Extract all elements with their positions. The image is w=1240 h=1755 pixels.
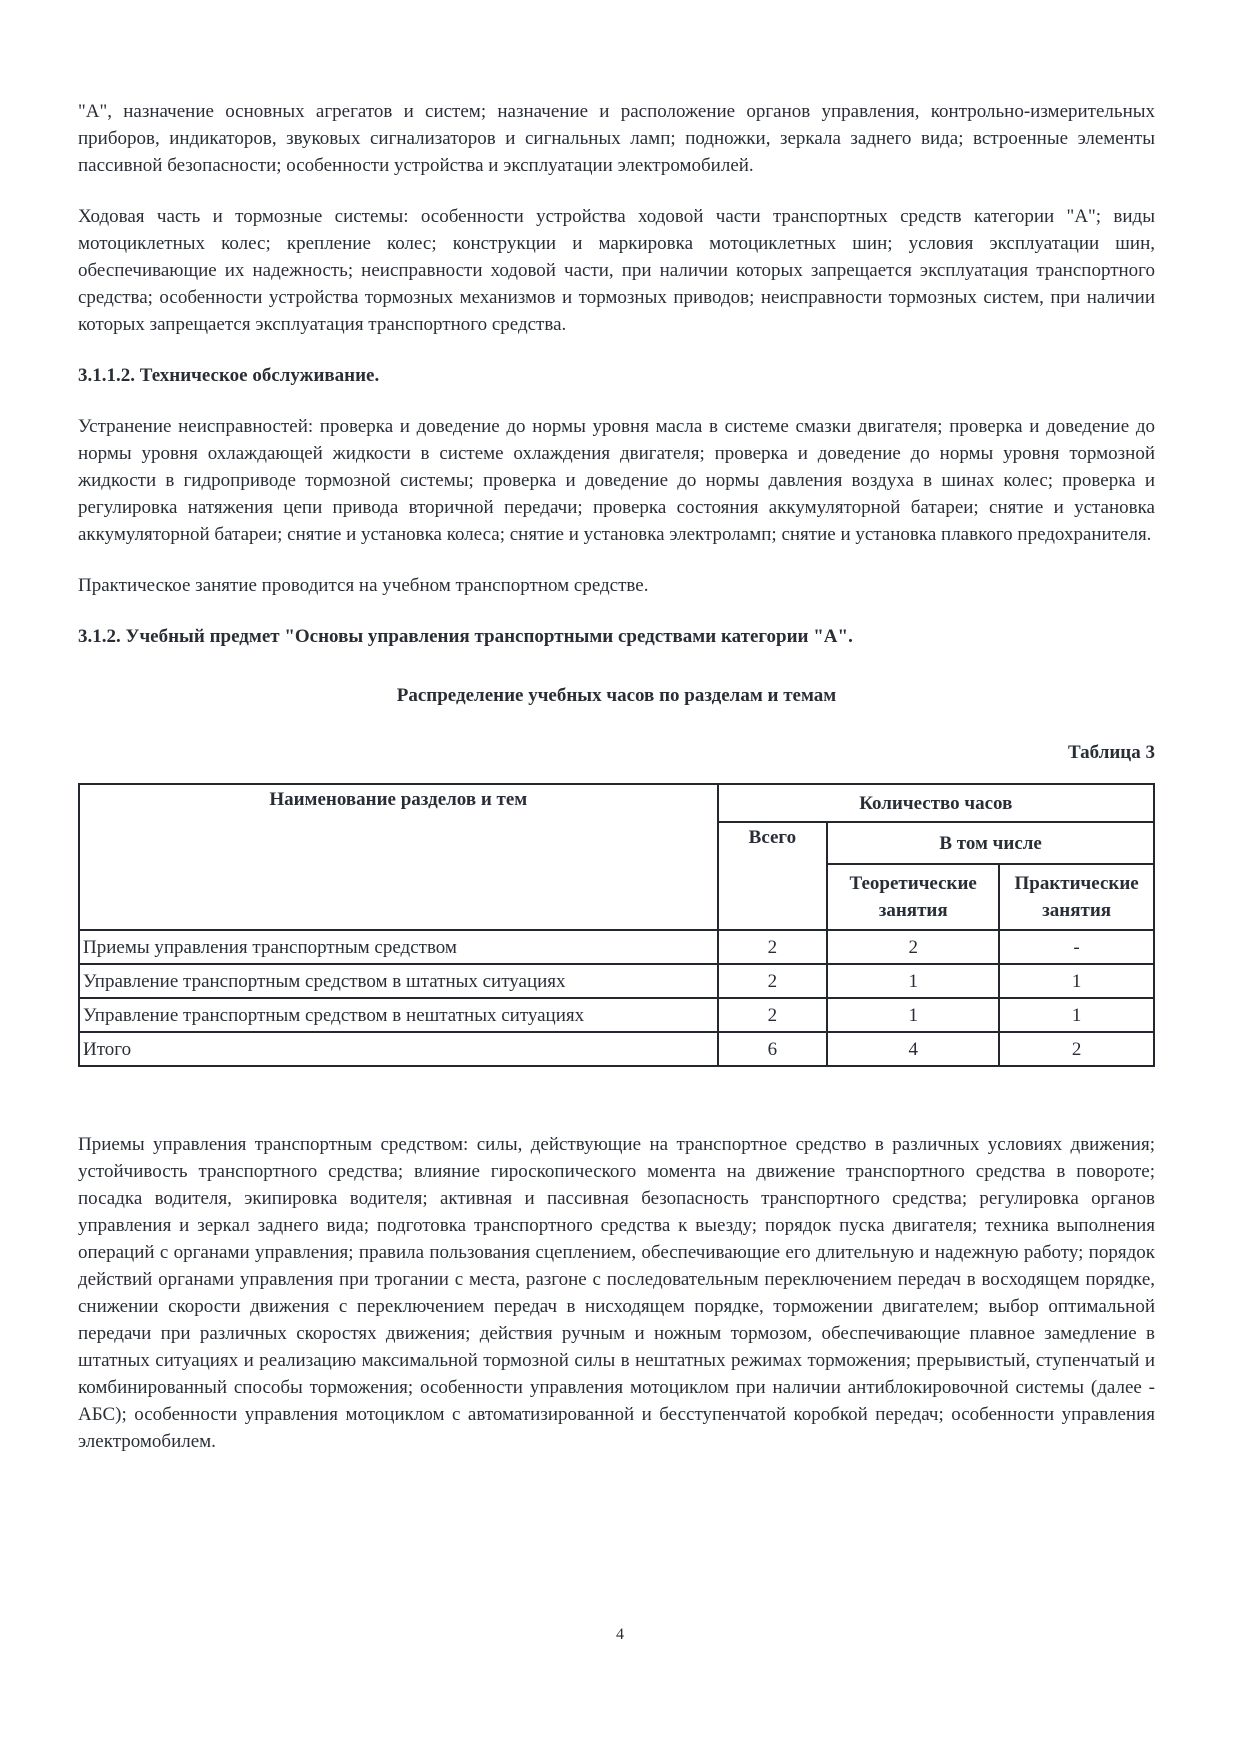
paragraph-practical-lesson-note: Практическое занятие проводится на учебном транспортном средстве. bbox=[78, 575, 649, 596]
hours-distribution-table bbox=[78, 783, 1155, 1067]
paragraph-driving-techniques: Приемы управления транспортным средством: силы, действующие на транспортное средство в различных условиях движения; устойчивость транспортного средства; влияние гироскопического момента на движение транспортного средства в повороте; посадка водителя, экипировка водителя; активная и пассивная безопасность транспортного средства; регулировка органов управления и зеркал заднего вида; подготовка транспортного средства к выезду; порядок пуска двигателя; техника выполнения операций с органами управления; правила пользования сцеплением, обеспечивающие его длительную и надежную работу; порядок действий органами управления при трогании с места, разгоне с последовательным переключением передач в восходящем порядке, снижении скорости движения с переключением передач в нисходящем порядке, торможении двигателем; выбор оптимальной передачи при различных скоростях движения; действия ручным и ножным тормозом, обеспечивающие плавное замедление в штатных ситуациях и реализацию максимальной тормозной силы в нештатных режимах торможения; прерывистый, ступенчатый и комбинированный способы торможения; особенности управления мотоциклом при наличии антиблокировочной системы (далее - АБС); особенности управления мотоциклом с автоматизированной и бесступенчатой коробкой передач; особенности управления электромобилем. bbox=[78, 1134, 1155, 1452]
document-content bbox=[78, 98, 1155, 1455]
paragraph-troubleshooting: Устранение неисправностей: проверка и доведение до нормы уровня масла в системе смазки двигателя; проверка и доведение до нормы уровня охлаждающей жидкости в системе охлаждения двигателя; проверка и доведение до нормы уровня тормозной жидкости в гидроприводе тормозной системы; проверка и доведение до нормы давления воздуха в шинах колес; проверка и регулировка натяжения цепи привода вторичной передачи; проверка состояния аккумуляторной батареи; снятие и установка аккумуляторной батареи; снятие и установка колеса; снятие и установка электроламп; снятие и установка плавкого предохранителя. bbox=[78, 416, 1155, 545]
row-total: 6 bbox=[718, 1032, 828, 1066]
row-theory: 4 bbox=[827, 1032, 999, 1066]
paragraph-running-gear-brakes: Ходовая часть и тормозные системы: особенности устройства ходовой части транспортных средств категории "А"; виды мотоциклетных колес; крепление колес; конструкции и маркировка мотоциклетных шин; условия эксплуатации шин, обеспечивающие их надежность; неисправности ходовой части, при наличии которых запрещается эксплуатация транспортного средства; особенности устройства тормозных механизмов и тормозных приводов; неисправности тормозных систем, при наличии которых запрещается эксплуатация транспортного средства. bbox=[78, 206, 1155, 335]
row-name: Итого bbox=[79, 1032, 718, 1066]
table-section-title: Распределение учебных часов по разделам и темам bbox=[396, 685, 837, 706]
row-total: 2 bbox=[718, 964, 828, 998]
column-header-including: В том числе bbox=[827, 822, 1154, 864]
row-name: Управление транспортным средством в нештатных ситуациях bbox=[79, 998, 718, 1032]
column-header-theory-lessons: Теоретические занятия bbox=[827, 864, 999, 930]
heading-maintenance: 3.1.1.2. Техническое обслуживание. bbox=[78, 365, 380, 386]
row-theory: 1 bbox=[827, 964, 999, 998]
row-name: Приемы управления транспортным средством bbox=[79, 930, 718, 964]
column-header-practice-lessons: Практические занятия bbox=[999, 864, 1154, 930]
column-header-hours-group: Количество часов bbox=[718, 784, 1154, 822]
row-practice: 2 bbox=[999, 1032, 1154, 1066]
table-row bbox=[79, 998, 1154, 1032]
column-header-section-names: Наименование разделов и тем bbox=[79, 784, 718, 930]
row-total: 2 bbox=[718, 998, 828, 1032]
row-total: 2 bbox=[718, 930, 828, 964]
table-row bbox=[79, 964, 1154, 998]
row-name: Управление транспортным средством в штатных ситуациях bbox=[79, 964, 718, 998]
heading-subject-driving-basics: 3.1.2. Учебный предмет "Основы управления транспортными средствами категории "А". bbox=[78, 626, 853, 647]
row-practice: 1 bbox=[999, 998, 1154, 1032]
column-header-total: Всего bbox=[718, 822, 828, 930]
table-row bbox=[79, 930, 1154, 964]
page-number: 4 bbox=[616, 1626, 624, 1643]
table-row-total bbox=[79, 1032, 1154, 1066]
row-practice: - bbox=[999, 930, 1154, 964]
paragraph-chassis-systems-intro: "А", назначение основных агрегатов и систем; назначение и расположение органов управления, контрольно-измерительных приборов, индикаторов, звуковых сигнализаторов и сигнальных ламп; подножки, зеркала заднего вида; встроенные элементы пассивной безопасности; особенности устройства и эксплуатации электромобилей. bbox=[78, 101, 1155, 176]
row-theory: 2 bbox=[827, 930, 999, 964]
table-number-label: Таблица 3 bbox=[1067, 742, 1155, 763]
row-theory: 1 bbox=[827, 998, 999, 1032]
row-practice: 1 bbox=[999, 964, 1154, 998]
